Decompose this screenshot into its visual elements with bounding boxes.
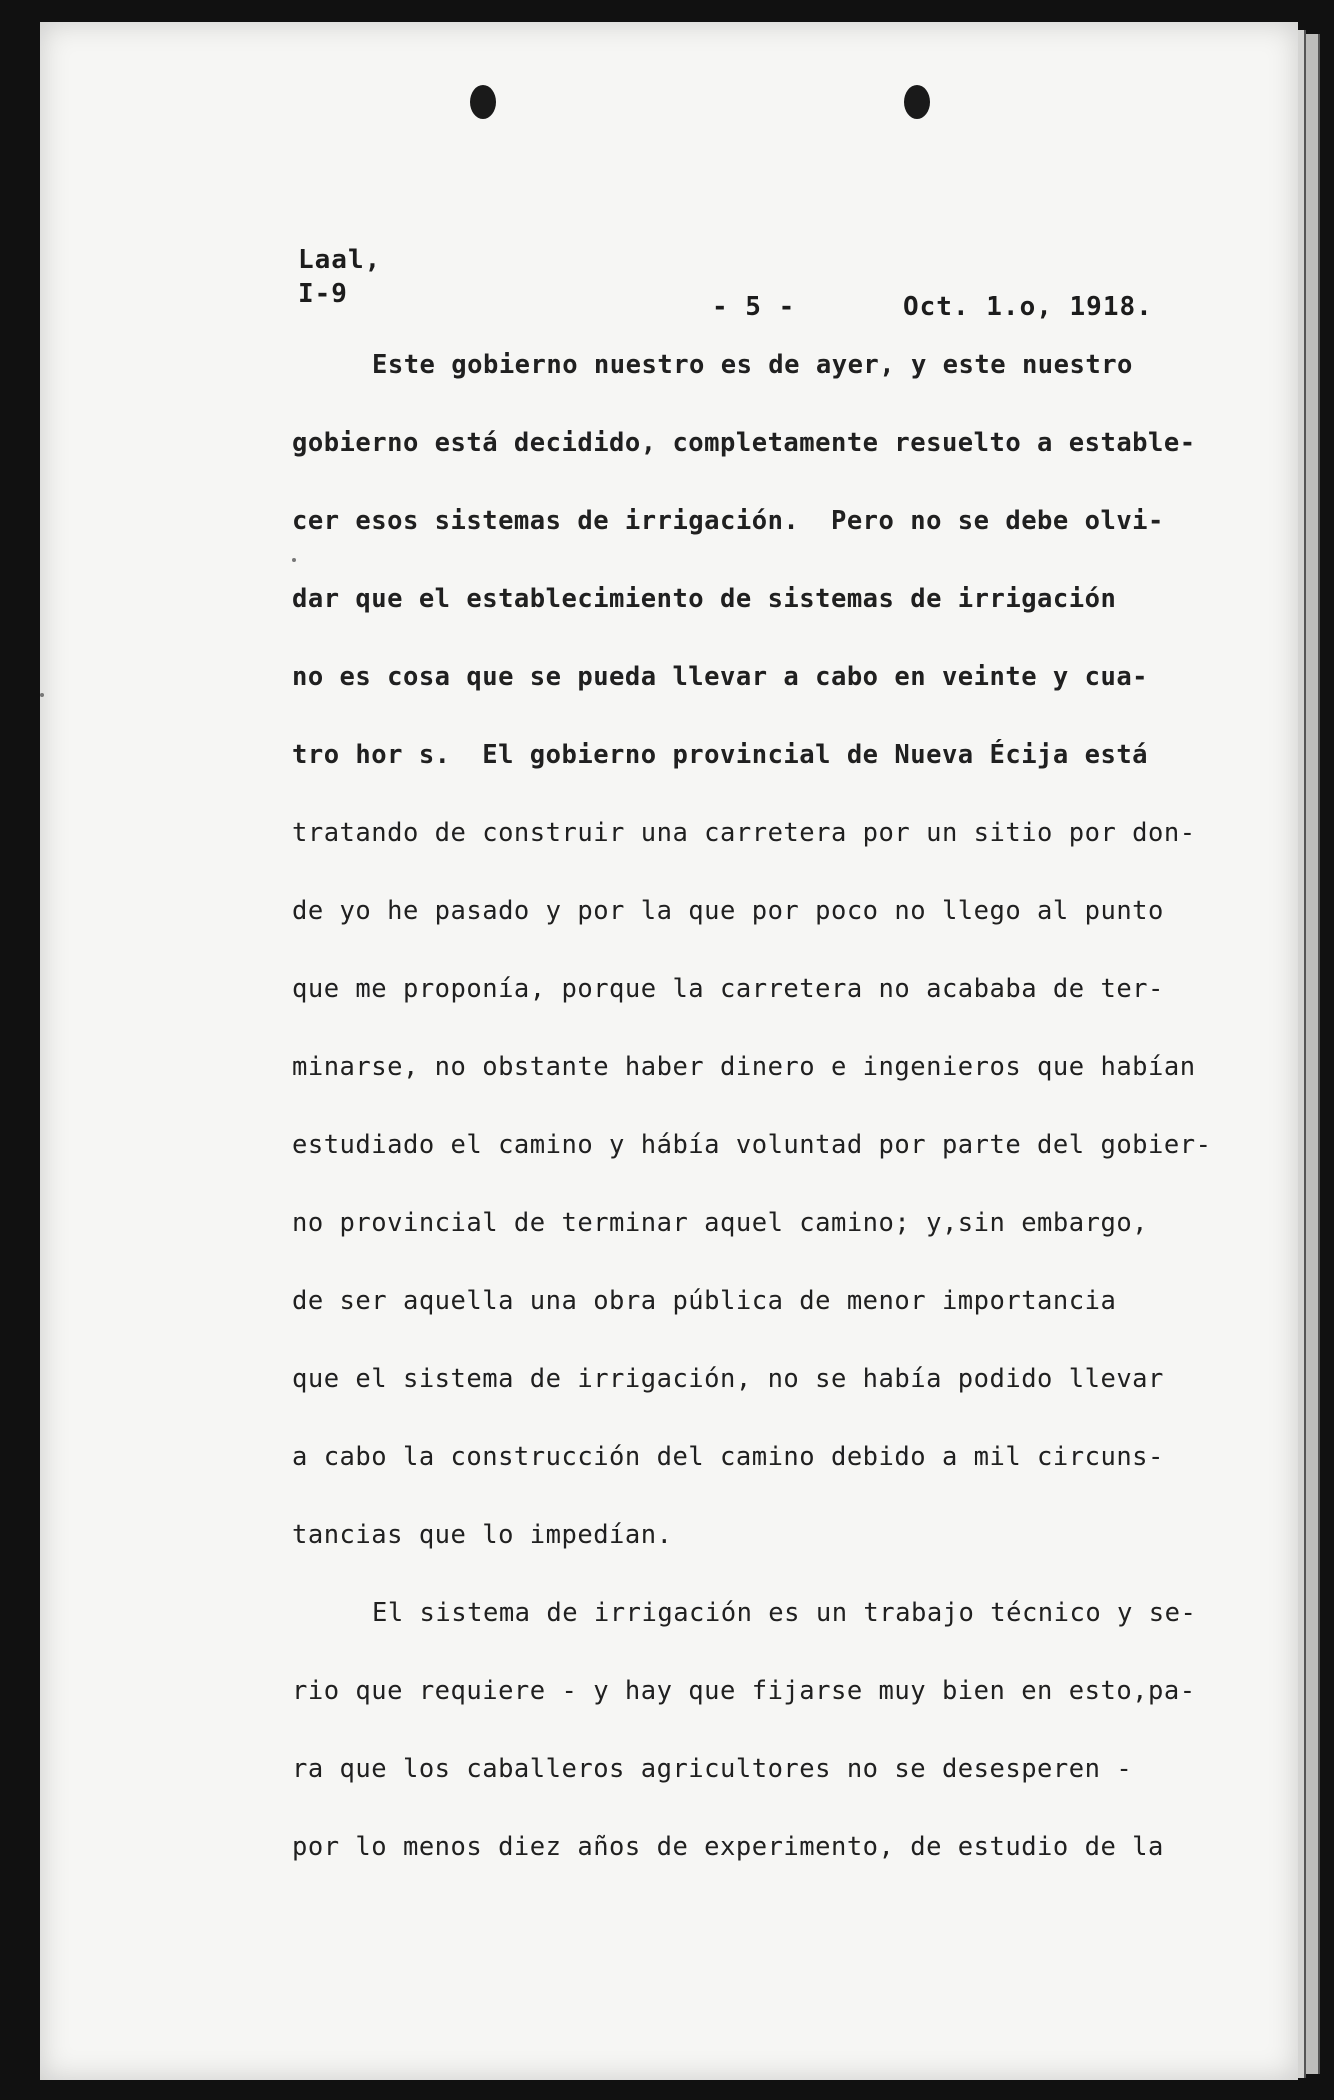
text-line: ra que los caballeros agricultores no se desesperen - [292,1754,1133,1784]
punch-hole [470,85,496,119]
text-line: tancias que lo impedían. [292,1520,673,1550]
text-line: no es cosa que se pueda llevar a cabo en veinte y cua- [292,662,1149,692]
page-number: - 5 - [712,292,796,322]
text-line: que me proponía, porque la carretera no acababa de ter- [292,974,1164,1004]
ink-speck [40,693,44,697]
document-page [40,22,1298,2080]
text-line: Este gobierno nuestro es de ayer, y este nuestro [372,350,1133,380]
text-line: no provincial de terminar aquel camino; y,sin embargo, [292,1208,1149,1238]
text-line: de yo he pasado y por la que por poco no llego al punto [292,896,1164,926]
text-line: dar que el establecimiento de sistemas de irrigación [292,584,1117,614]
text-line: tro hor s. El gobierno provincial de Nueva Écija está [292,740,1149,770]
text-line: de ser aquella una obra pública de menor importancia [292,1286,1117,1316]
text-line: por lo menos diez años de experimento, de estudio de la [292,1832,1164,1862]
text-line: gobierno está decidido, completamente resuelto a estable- [292,428,1196,458]
text-line: minarse, no obstante haber dinero e ingenieros que habían [292,1052,1196,1082]
reference-line-2: I-9 [298,279,348,309]
document-reference [298,243,381,311]
text-line: estudiado el camino y hábía voluntad por parte del gobier- [292,1130,1212,1160]
text-line: a cabo la construcción del camino debido a mil circuns- [292,1442,1164,1472]
text-line: que el sistema de irrigación, no se había podido llevar [292,1364,1164,1394]
punch-hole [904,85,930,119]
text-line: cer esos sistemas de irrigación. Pero no se debe olvi- [292,506,1164,536]
body-text [292,345,1212,1905]
text-line: El sistema de irrigación es un trabajo técnico y se- [372,1598,1197,1628]
text-line: tratando de construir una carretera por un sitio por don- [292,818,1196,848]
document-date: Oct. 1.o, 1918. [903,292,1153,322]
text-line: rio que requiere - y hay que fijarse muy bien en esto,pa- [292,1676,1196,1706]
reference-line-1: Laal, [298,245,382,275]
